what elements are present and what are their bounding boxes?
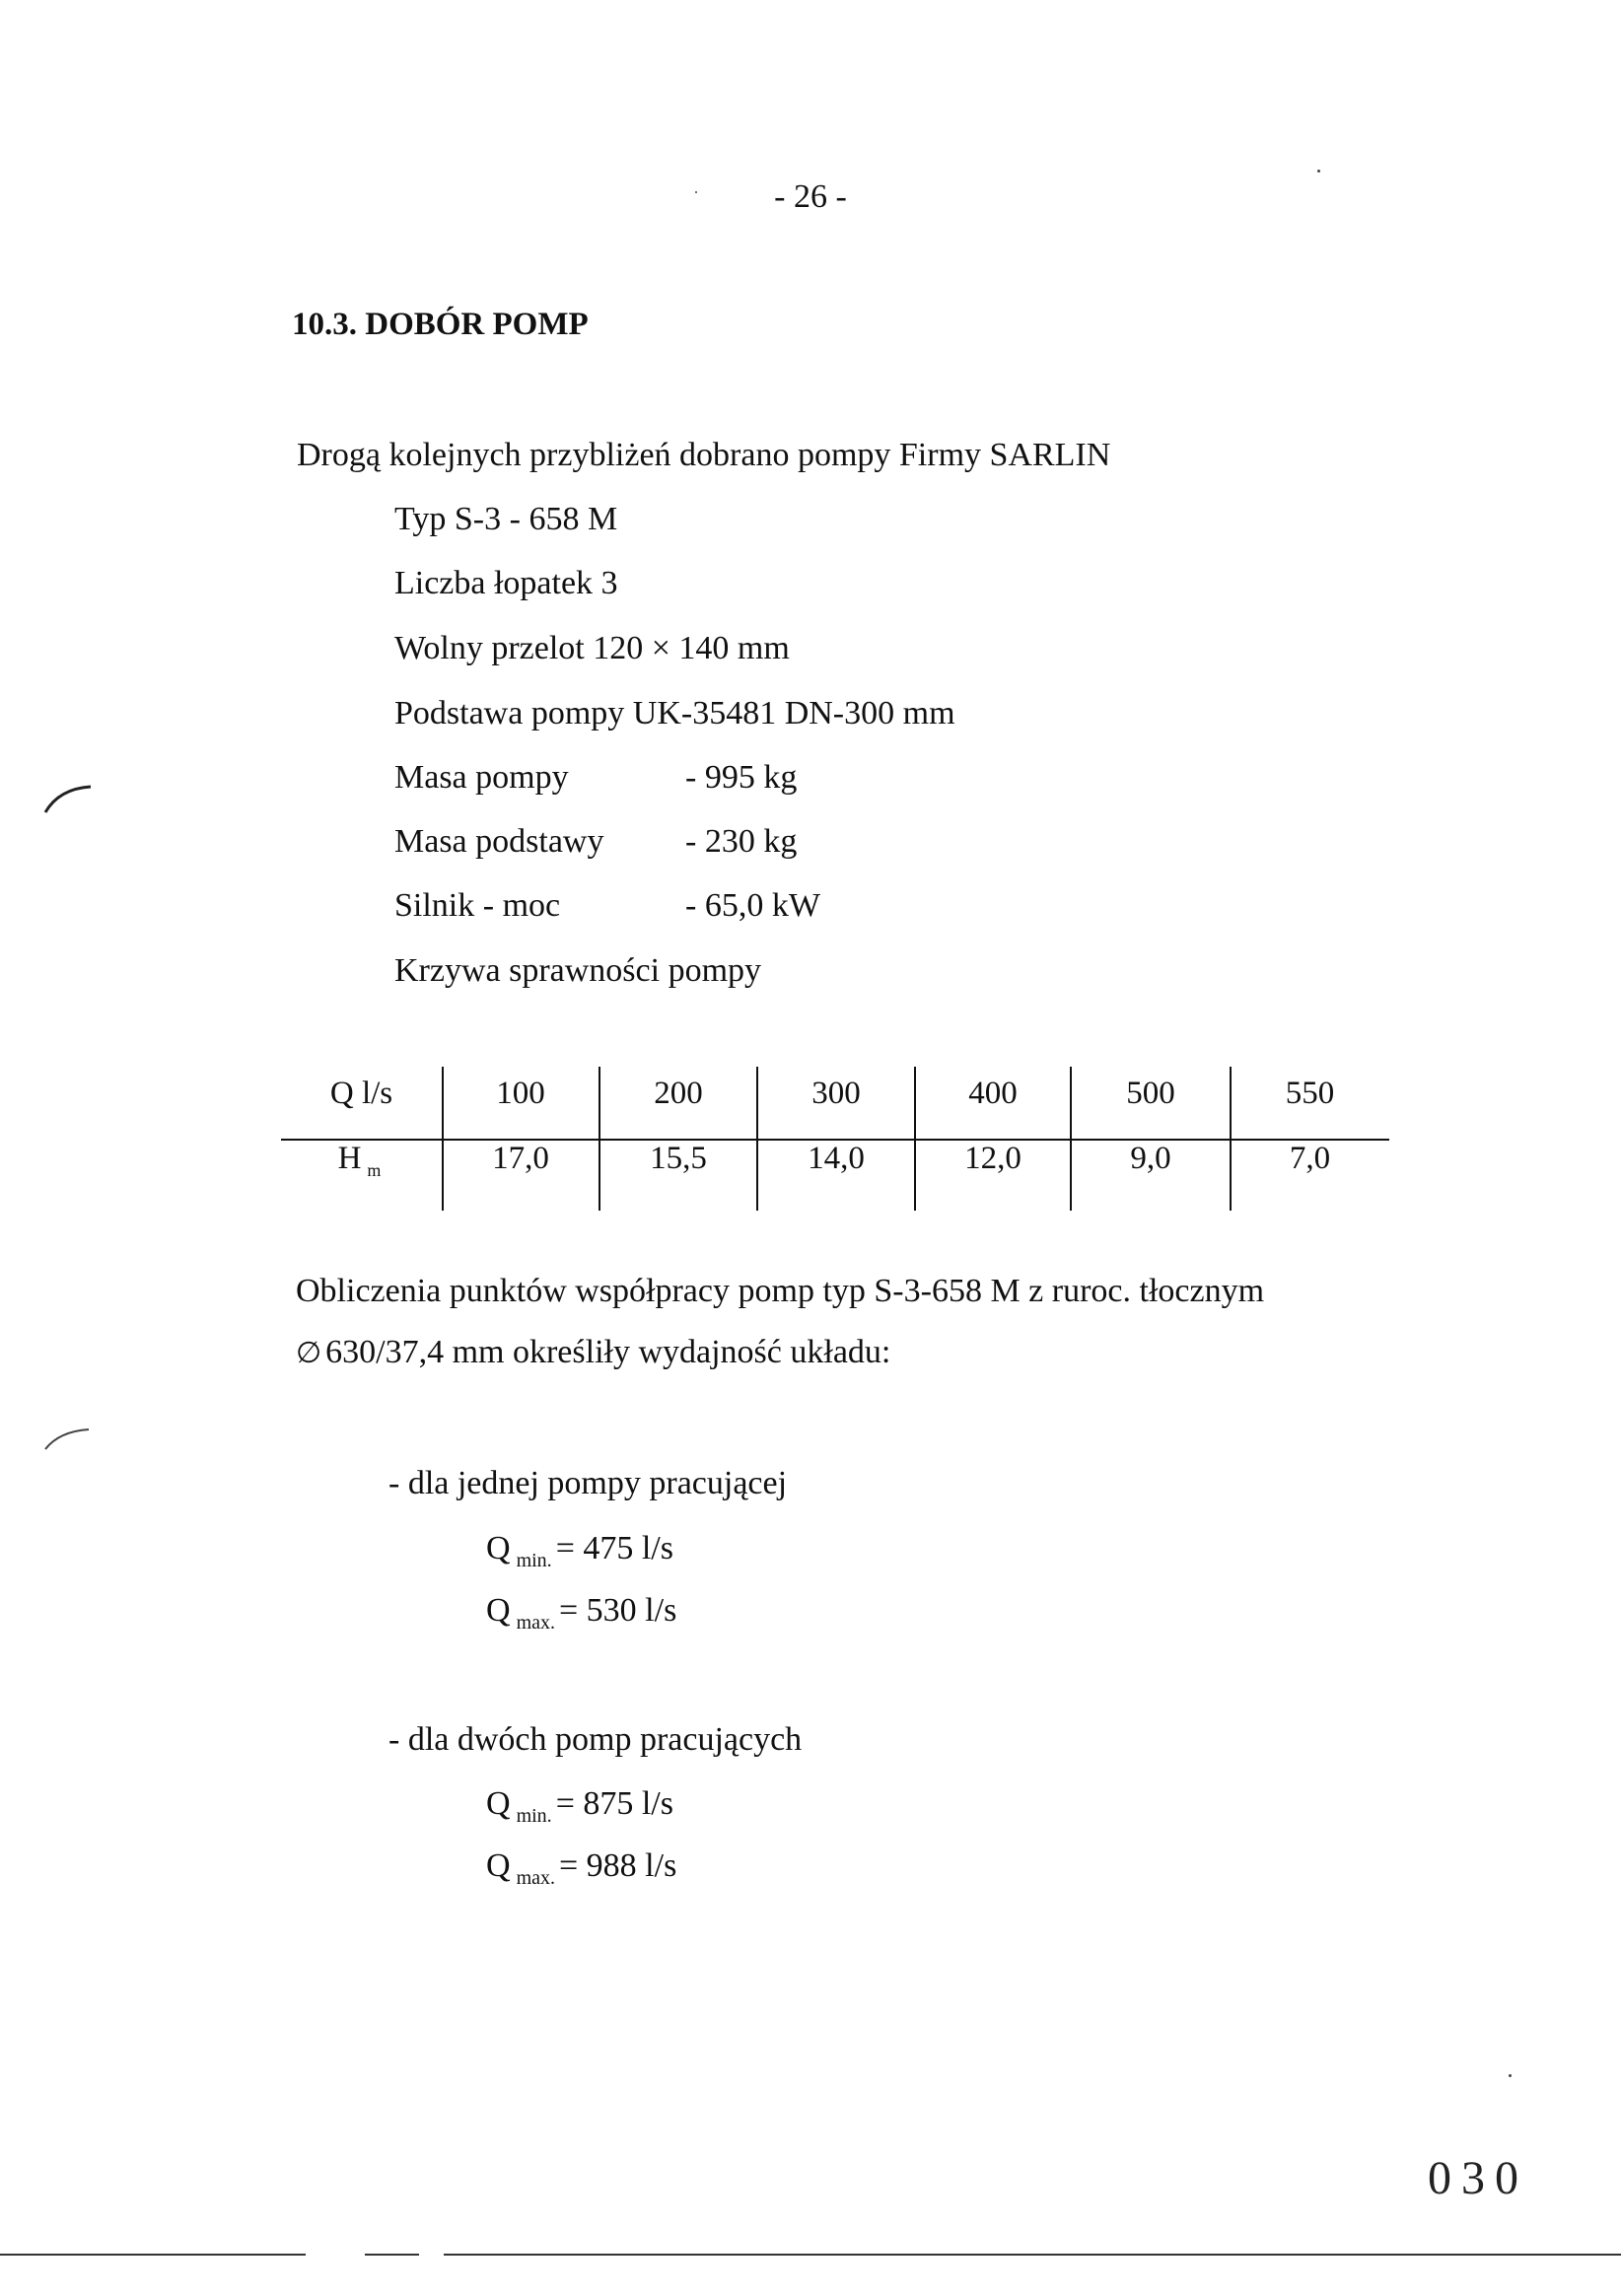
spec-label: Masa pompy <box>394 759 569 796</box>
bottom-edge-rule <box>0 2254 306 2256</box>
table-cell-q: 400 <box>968 1076 1018 1111</box>
table-cell-h: 14,0 <box>808 1141 865 1176</box>
table-cell-q: 500 <box>1126 1076 1175 1111</box>
table-column-divider <box>442 1067 444 1211</box>
table-cell-q: 550 <box>1285 1076 1335 1111</box>
q-min-subscript: min. <box>516 1550 552 1571</box>
pump-curve-table <box>281 1067 1389 1215</box>
bottom-edge-rule <box>365 2254 419 2256</box>
table-cell-h: 15,5 <box>650 1141 707 1176</box>
q-symbol: Q <box>486 1530 511 1566</box>
table-column-divider <box>1070 1067 1072 1211</box>
scan-speck <box>1509 2074 1512 2077</box>
spec-label: Typ S-3 - 658 M <box>394 501 618 537</box>
table-cell-h: 9,0 <box>1130 1141 1171 1176</box>
q-symbol: Q <box>486 1785 511 1822</box>
one-pump-q-min <box>486 1529 673 1572</box>
spec-pump-base <box>394 694 955 733</box>
q-min-subscript: min. <box>516 1805 552 1827</box>
scan-speck <box>695 191 697 193</box>
q-max-subscript: max. <box>516 1867 555 1889</box>
calculation-text: 630/37,4 mm określiły wydajność układu: <box>325 1334 891 1370</box>
spec-label: Liczba łopatek 3 <box>394 565 618 601</box>
spec-value: - 230 kg <box>685 823 798 860</box>
calculation-paragraph-line2 <box>296 1333 890 1373</box>
h-symbol: H <box>337 1141 362 1176</box>
diameter-icon: ∅ <box>296 1337 322 1369</box>
table-cell-h: 7,0 <box>1289 1141 1331 1176</box>
table-column-divider <box>914 1067 916 1211</box>
spec-base-mass <box>394 822 797 862</box>
two-pumps-q-max <box>486 1846 676 1890</box>
spec-efficiency-curve <box>394 951 761 991</box>
spec-label: Podstawa pompy UK-35481 DN-300 mm <box>394 695 955 731</box>
archive-page-code: 030 <box>1428 2152 1528 2204</box>
q-min-value: = 475 l/s <box>555 1530 673 1566</box>
spec-free-passage <box>394 629 790 668</box>
table-row-header-q: Q l/s <box>329 1076 393 1111</box>
table-cell-q: 200 <box>654 1076 703 1111</box>
table-horizontal-rule <box>281 1139 1389 1141</box>
margin-mark-icon <box>39 779 99 818</box>
q-symbol: Q <box>486 1847 511 1884</box>
table-cell-q: 300 <box>811 1076 861 1111</box>
calculation-paragraph-line1: Obliczenia punktów współpracy pomp typ S-3-658 M z ruroc. tłocznym <box>296 1273 1265 1309</box>
spec-blade-count <box>394 564 618 603</box>
two-pumps-heading: - dla dwóch pomp pracujących <box>388 1721 803 1758</box>
table-column-divider <box>599 1067 600 1211</box>
table-cell-h: 17,0 <box>492 1141 549 1176</box>
table-cell-h: 12,0 <box>964 1141 1022 1176</box>
intro-paragraph: Drogą kolejnych przybliżeń dobrano pompy Firmy SARLIN <box>297 437 1111 473</box>
spec-value: - 65,0 kW <box>685 887 820 924</box>
q-symbol: Q <box>486 1592 511 1629</box>
spec-motor-power <box>394 886 820 926</box>
table-row-header-h <box>281 1139 442 1182</box>
spec-pump-mass <box>394 758 797 798</box>
section-heading: 10.3. DOBÓR POMP <box>292 307 589 342</box>
table-column-divider <box>756 1067 758 1211</box>
two-pumps-q-min <box>486 1784 673 1828</box>
spec-type <box>394 500 617 539</box>
one-pump-heading: - dla jednej pompy pracującej <box>388 1465 788 1501</box>
page-number: - 26 - <box>774 178 847 215</box>
h-unit: m <box>367 1160 382 1180</box>
table-cell-q: 100 <box>496 1076 545 1111</box>
table-column-divider <box>1230 1067 1232 1211</box>
q-min-value: = 875 l/s <box>555 1785 673 1822</box>
q-max-value: = 988 l/s <box>559 1847 677 1884</box>
bottom-edge-rule <box>444 2254 1621 2256</box>
margin-mark-icon <box>39 1420 99 1459</box>
spec-label: Masa podstawy <box>394 823 604 860</box>
spec-label: Krzywa sprawności pompy <box>394 952 762 989</box>
q-max-value: = 530 l/s <box>559 1592 677 1629</box>
one-pump-q-max <box>486 1591 676 1635</box>
q-max-subscript: max. <box>516 1612 555 1634</box>
spec-label: Wolny przelot 120 × 140 mm <box>394 630 790 666</box>
spec-value: - 995 kg <box>685 759 798 796</box>
scan-speck <box>1317 170 1320 173</box>
spec-label: Silnik - moc <box>394 887 561 924</box>
